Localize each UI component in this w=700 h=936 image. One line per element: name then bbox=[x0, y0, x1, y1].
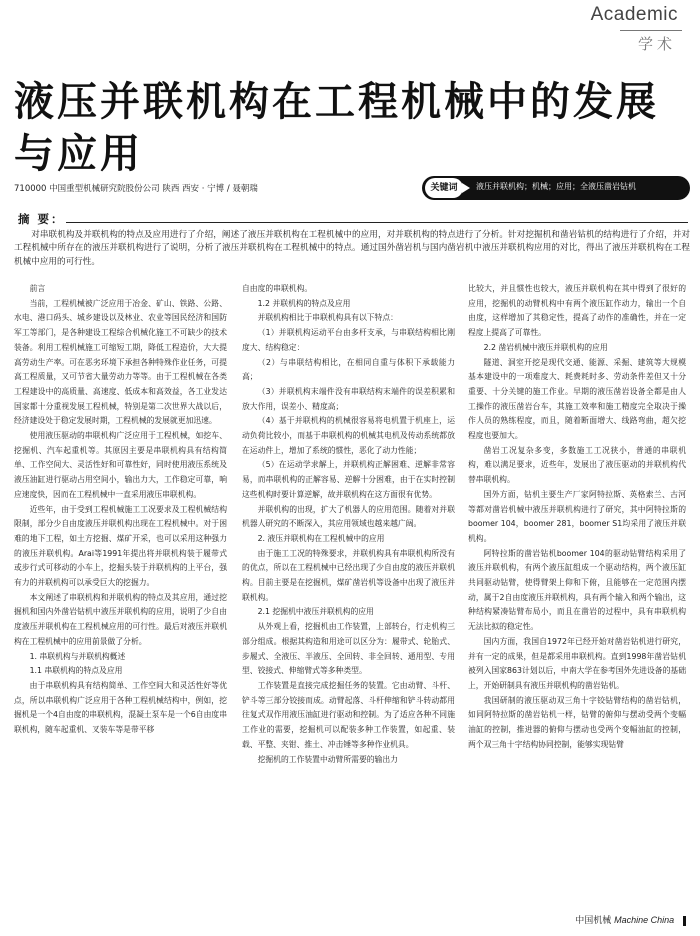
body-column-3 bbox=[468, 282, 686, 753]
subsection-heading: 1.1 串联机构的特点及应用 bbox=[29, 666, 123, 676]
paragraph: 由于施工工况的特殊要求，并联机构具有串联机构所没有的优点，所以在工程机械中已经出现了少自由度的液压并联机构。目前主要是在挖掘机，煤矿凿岩机等设备中出现了液压并联机构。 bbox=[242, 548, 455, 602]
paragraph: 国外方面，钻机主要生产厂家阿特拉斯、英格索兰、古河等都对凿岩机械中液压并联机构进行了研究，其中阿特拉斯的boomer 104，boomer 281，boomer S1均采用了液压并联机构。 bbox=[468, 489, 686, 543]
author-affiliation: 710000 中国重型机械研究院股份公司 陕西 西安 · 宁博 / 聂朝瑞 bbox=[14, 184, 258, 194]
footer-journal-en: Machine China bbox=[614, 915, 675, 925]
footer-journal-cn: 中国机械 bbox=[575, 916, 612, 926]
paragraph: 我国研制的液压驱动双三角十字铰钻臂结构的凿岩钻机，如同阿特拉斯的凿岩钻机一样，钻臂的俯仰与摆动受两个变幅油缸的控制，推进器的俯仰与摆动也受两个变幅油缸的控制，两个双三角十字结构协同控制，能够实现钻臂 bbox=[468, 695, 686, 749]
list-item: （3）并联机构末端件没有串联结构末端件的误差积累和放大作用，误差小、精度高； bbox=[242, 386, 455, 411]
paragraph: 从外观上看，挖掘机由工作装置，上部转台，行走机构三部分组成。根据其构造和用途可以区分为：履带式、轮胎式、步履式、全液压、半液压、全回转、非全回转、通用型、专用型、铰接式、伸缩臂式等多种类型。 bbox=[242, 622, 455, 676]
abstract-divider bbox=[66, 222, 688, 223]
paragraph: 并联机构相比于串联机构具有以下特点： bbox=[257, 313, 398, 323]
section-heading: 1. 串联机构与并联机构概述 bbox=[29, 651, 126, 661]
paragraph: 挖掘机的工作装置中动臂所需要的输出力 bbox=[257, 754, 398, 764]
paragraph: 使用液压驱动的串联机构广泛应用于工程机械，如挖车、挖掘机、汽车起重机等。其原因主要是串联机构具有结构简单、工作空间大、灵活性好和可靠性好，同时使用液压系统及液压油缸进行驱动占用空间小，输出力大，工作稳定可靠，响应速度快，因而在工程机械中一直采用液压串联机构。 bbox=[14, 431, 227, 499]
paragraph: 前言 bbox=[29, 284, 46, 293]
article-title: 液压并联机构在工程机械中的发展与应用 bbox=[14, 78, 659, 177]
footer-bar bbox=[683, 916, 686, 926]
paragraph: 工作装置是直接完成挖掘任务的装置。它由动臂、斗杆、铲斗等三部分铰接而成。动臂起落、斗杆伸缩和铲斗转动都用往复式双作用液压油缸进行驱动和控制。为了适应各种不同施工作业的需要，挖掘机可以配装多种工作装置，如起重、装载、平整、夹钳、推土、冲击锤等多种作业机具。 bbox=[242, 680, 455, 749]
paragraph: 隧道、洞室开挖是现代交通、能源、采掘、建筑等大规模基本建设中的一项难度大、耗费耗时多、劳动条件差但又十分重要、十分关键的施工作业。早期的液压凿岩设备全都是由人工操作的液压凿岩台车，其施工效率和施工精度完全取决于操作人员的熟练程度，而且，随着断面增大、线路弯曲，超欠挖程度也要加大。 bbox=[468, 357, 686, 441]
keywords-badge: 关键词 bbox=[425, 178, 463, 198]
paragraph: 比较大，并且惯性也较大，液压并联机构在其中得到了很好的应用，挖掘机的动臂机构中有两个液压缸作动力，输出一个自由度，这样增加了其稳定性，提高了动作的准确性，并在一定程度上提高了可靠性。 bbox=[468, 284, 686, 338]
body-column-2 bbox=[242, 282, 455, 767]
list-item: （1）并联机构运动平台由多杆支承，与串联结构相比刚度大、结构稳定： bbox=[242, 328, 455, 352]
abstract-text: 对串联机构及并联机构的特点及应用进行了介绍，阐述了液压并联机构在工程机械中的应用，对并联机构的特点进行了分析。针对挖掘机和凿岩钻机的结构进行了介绍，并对工程机械中所存在的液压并联机构进行了说明，分析了液压并联机构在工程机械中的特点。通过国外凿岩机与国内凿岩机中液压并联机构应用的对比，得出了液压并联机构在工程机械中应用的可行性。 bbox=[14, 230, 690, 267]
paragraph: 由于串联机构具有结构简单、工作空间大和灵活性好等优点，所以串联机构广泛应用于各种工程机械结构中，例如，挖掘机是一个4自由度的串联机构，混凝土泵车是一个6自由度串联机构，随车起重机、叉装车等是带平移 bbox=[14, 680, 227, 735]
subsection-heading: 2.1 挖掘机中液压并联机构的应用 bbox=[257, 607, 374, 617]
keywords-text: 液压并联机构；机械；应用；全液压凿岩钻机 bbox=[476, 182, 636, 191]
header-divider bbox=[620, 30, 682, 31]
page-header bbox=[0, 0, 700, 62]
paragraph: 凿岩工况复杂多变，多数施工工况狭小，普通的串联机构，难以满足要求，近些年，发展出了液压驱动的并联机构代替串联机构。 bbox=[468, 445, 686, 485]
abstract-body bbox=[14, 229, 690, 269]
body-column-1 bbox=[14, 282, 227, 738]
section-heading: 2. 液压并联机构在工程机械中的应用 bbox=[257, 533, 385, 543]
paragraph: 当前，工程机械被广泛应用于冶金、矿山、铁路、公路、水电、港口码头、城乡建设以及林业、农业等国民经济和国防军工等部门，是各种建设工程综合机械化施工不可缺少的技术装备。利用工程机械施工可缩短工期，降低工程造价，大大提高劳动生产率。可在恶劣环境下承担各种特殊作业任务，可提高工程质量，又可节省大量劳动力等等。由于工程机械在各类工程建设中的高质量、高速度、低成本和高效益，各工业发达国家都十分重视发展工程机械，特别是第二次世界大战以后，经济建设处于稳定发展时期，工程机械的发展就更加迅速。 bbox=[14, 298, 227, 426]
paragraph: 国内方面，我国自1972年已经开始对凿岩钻机进行研究，并有一定的成果，但是都采用串联机构。直到1998年凿岩钻机被列入国家863计划以后，中南大学在参考国外先进设备的基础上，开始研制具有液压并联机构的凿岩钻机。 bbox=[468, 636, 686, 690]
section-label-en: Academic bbox=[590, 4, 678, 25]
paragraph: 近些年，由于受到工程机械施工工况要求及工程机械结构限制，部分少自由度液压并联机构出现在工程机械中。对于困难的地下工程，如土方挖掘、煤矿开采，也可以采用这种强力的液压并联机构。Arai等1991年提出将并联机构装于履带式或步行式可移动的小车上，挖掘头装于并联机构的上平台，强有力的并联机构可以承受巨大的挖掘力。 bbox=[14, 504, 227, 588]
list-item: （5）在运动学求解上，并联机构正解困难、逆解非常容易，而串联机构的正解容易、逆解十分困难，由于在实时控制这些机构时要计算逆解，故并联机构在这方面很有优势。 bbox=[242, 460, 455, 499]
paragraph: 阿特拉斯的凿岩钻机boomer 104的驱动钻臂结构采用了液压并联机构，有两个液压缸组成一个驱动结构，两个液压缸共同驱动钻臂，使得臂架上仰和下俯，且能够在一定范围内摆动，属于2自由度液压并联机构，具有两个输入和两个输出，这种结构紧凑钻臂布局小，而且在凿岩的过程中，具有串联机构无法比拟的稳定性。 bbox=[468, 548, 686, 632]
page-footer bbox=[575, 913, 686, 926]
paragraph: 本文阐述了串联机构和并联机构的特点及其应用，通过挖掘机和国内外凿岩钻机中液压并联机构的应用，说明了少自由度液压并联机构在工程机械应用的可行性。最后对液压并联机构在工程机械中的应用前景做了分析。 bbox=[14, 592, 227, 646]
section-label-cn: 学术 bbox=[637, 35, 676, 53]
paragraph: 并联机构的出现，扩大了机器人的应用范围。随着对并联机器人研究的不断深入，其应用领域也越来越广阔。 bbox=[242, 504, 455, 529]
list-item: （2）与串联结构相比，在相同自重与体积下承载能力高； bbox=[242, 357, 455, 382]
arrow-right-icon bbox=[462, 183, 470, 193]
subsection-heading: 1.2 并联机构的特点及应用 bbox=[257, 298, 351, 308]
abstract-heading: 摘 要： bbox=[18, 212, 65, 226]
paragraph: 自由度的串联机构。 bbox=[242, 284, 313, 293]
subsection-heading: 2.2 凿岩机械中液压并联机构的应用 bbox=[483, 342, 608, 352]
list-item: （4）基于并联机构的机械很容易将电机置于机座上，运动负荷比较小，而基于串联机构的机械其电机及传动系统都放在运动件上，增加了系统的惯性，恶化了动力性能； bbox=[242, 416, 455, 455]
